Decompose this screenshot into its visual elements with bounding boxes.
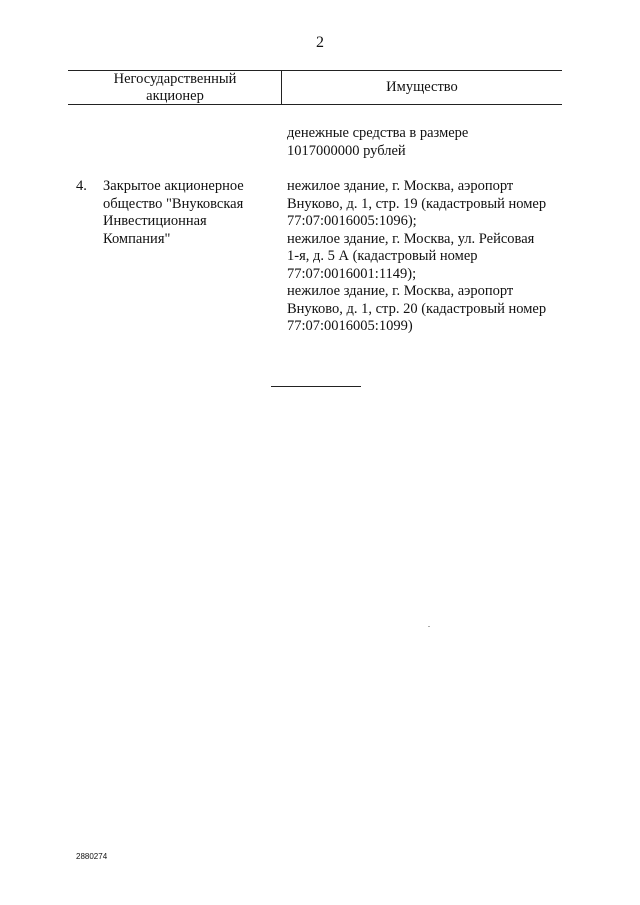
page-number: 2 [316, 34, 324, 51]
header-shareholder [100, 71, 250, 105]
property-line: денежные средства в размере [287, 125, 469, 141]
document-id: 2880274 [76, 852, 108, 861]
property-line: Внуково, д. 1, стр. 20 (кадастровый номер [287, 300, 547, 317]
shareholder-name [103, 178, 244, 248]
shareholder-line: Инвестиционная [103, 213, 207, 229]
end-separator [271, 386, 361, 387]
header-property: Имущество [386, 79, 458, 95]
property-line: 77:07:0016005:1096); [287, 213, 417, 229]
shareholder-line: общество "Внуковская [103, 195, 244, 212]
property-list [287, 178, 546, 336]
property-line: 77:07:0016005:1099) [287, 318, 413, 334]
header-shareholder-line: акционер [146, 88, 204, 104]
property-line: 1017000000 рублей [287, 142, 406, 159]
property-line: 77:07:0016001:1149); [287, 265, 417, 282]
header-shareholder-line: Негосударственный [113, 71, 237, 87]
property-line: 1-я, д. 5 А (кадастровый номер [287, 248, 478, 264]
row-number: 4. [76, 178, 87, 194]
property-line: Внуково, д. 1, стр. 19 (кадастровый номер [287, 195, 547, 212]
continued-property [287, 125, 468, 160]
shareholder-line: Компания" [103, 230, 171, 247]
property-line: нежилое здание, г. Москва, ул. Рейсовая [287, 230, 535, 247]
shareholder-line: Закрытое акционерное [103, 178, 244, 194]
scan-speck [428, 626, 430, 627]
property-line: нежилое здание, г. Москва, аэропорт [287, 178, 514, 194]
property-line: нежилое здание, г. Москва, аэропорт [287, 283, 514, 299]
